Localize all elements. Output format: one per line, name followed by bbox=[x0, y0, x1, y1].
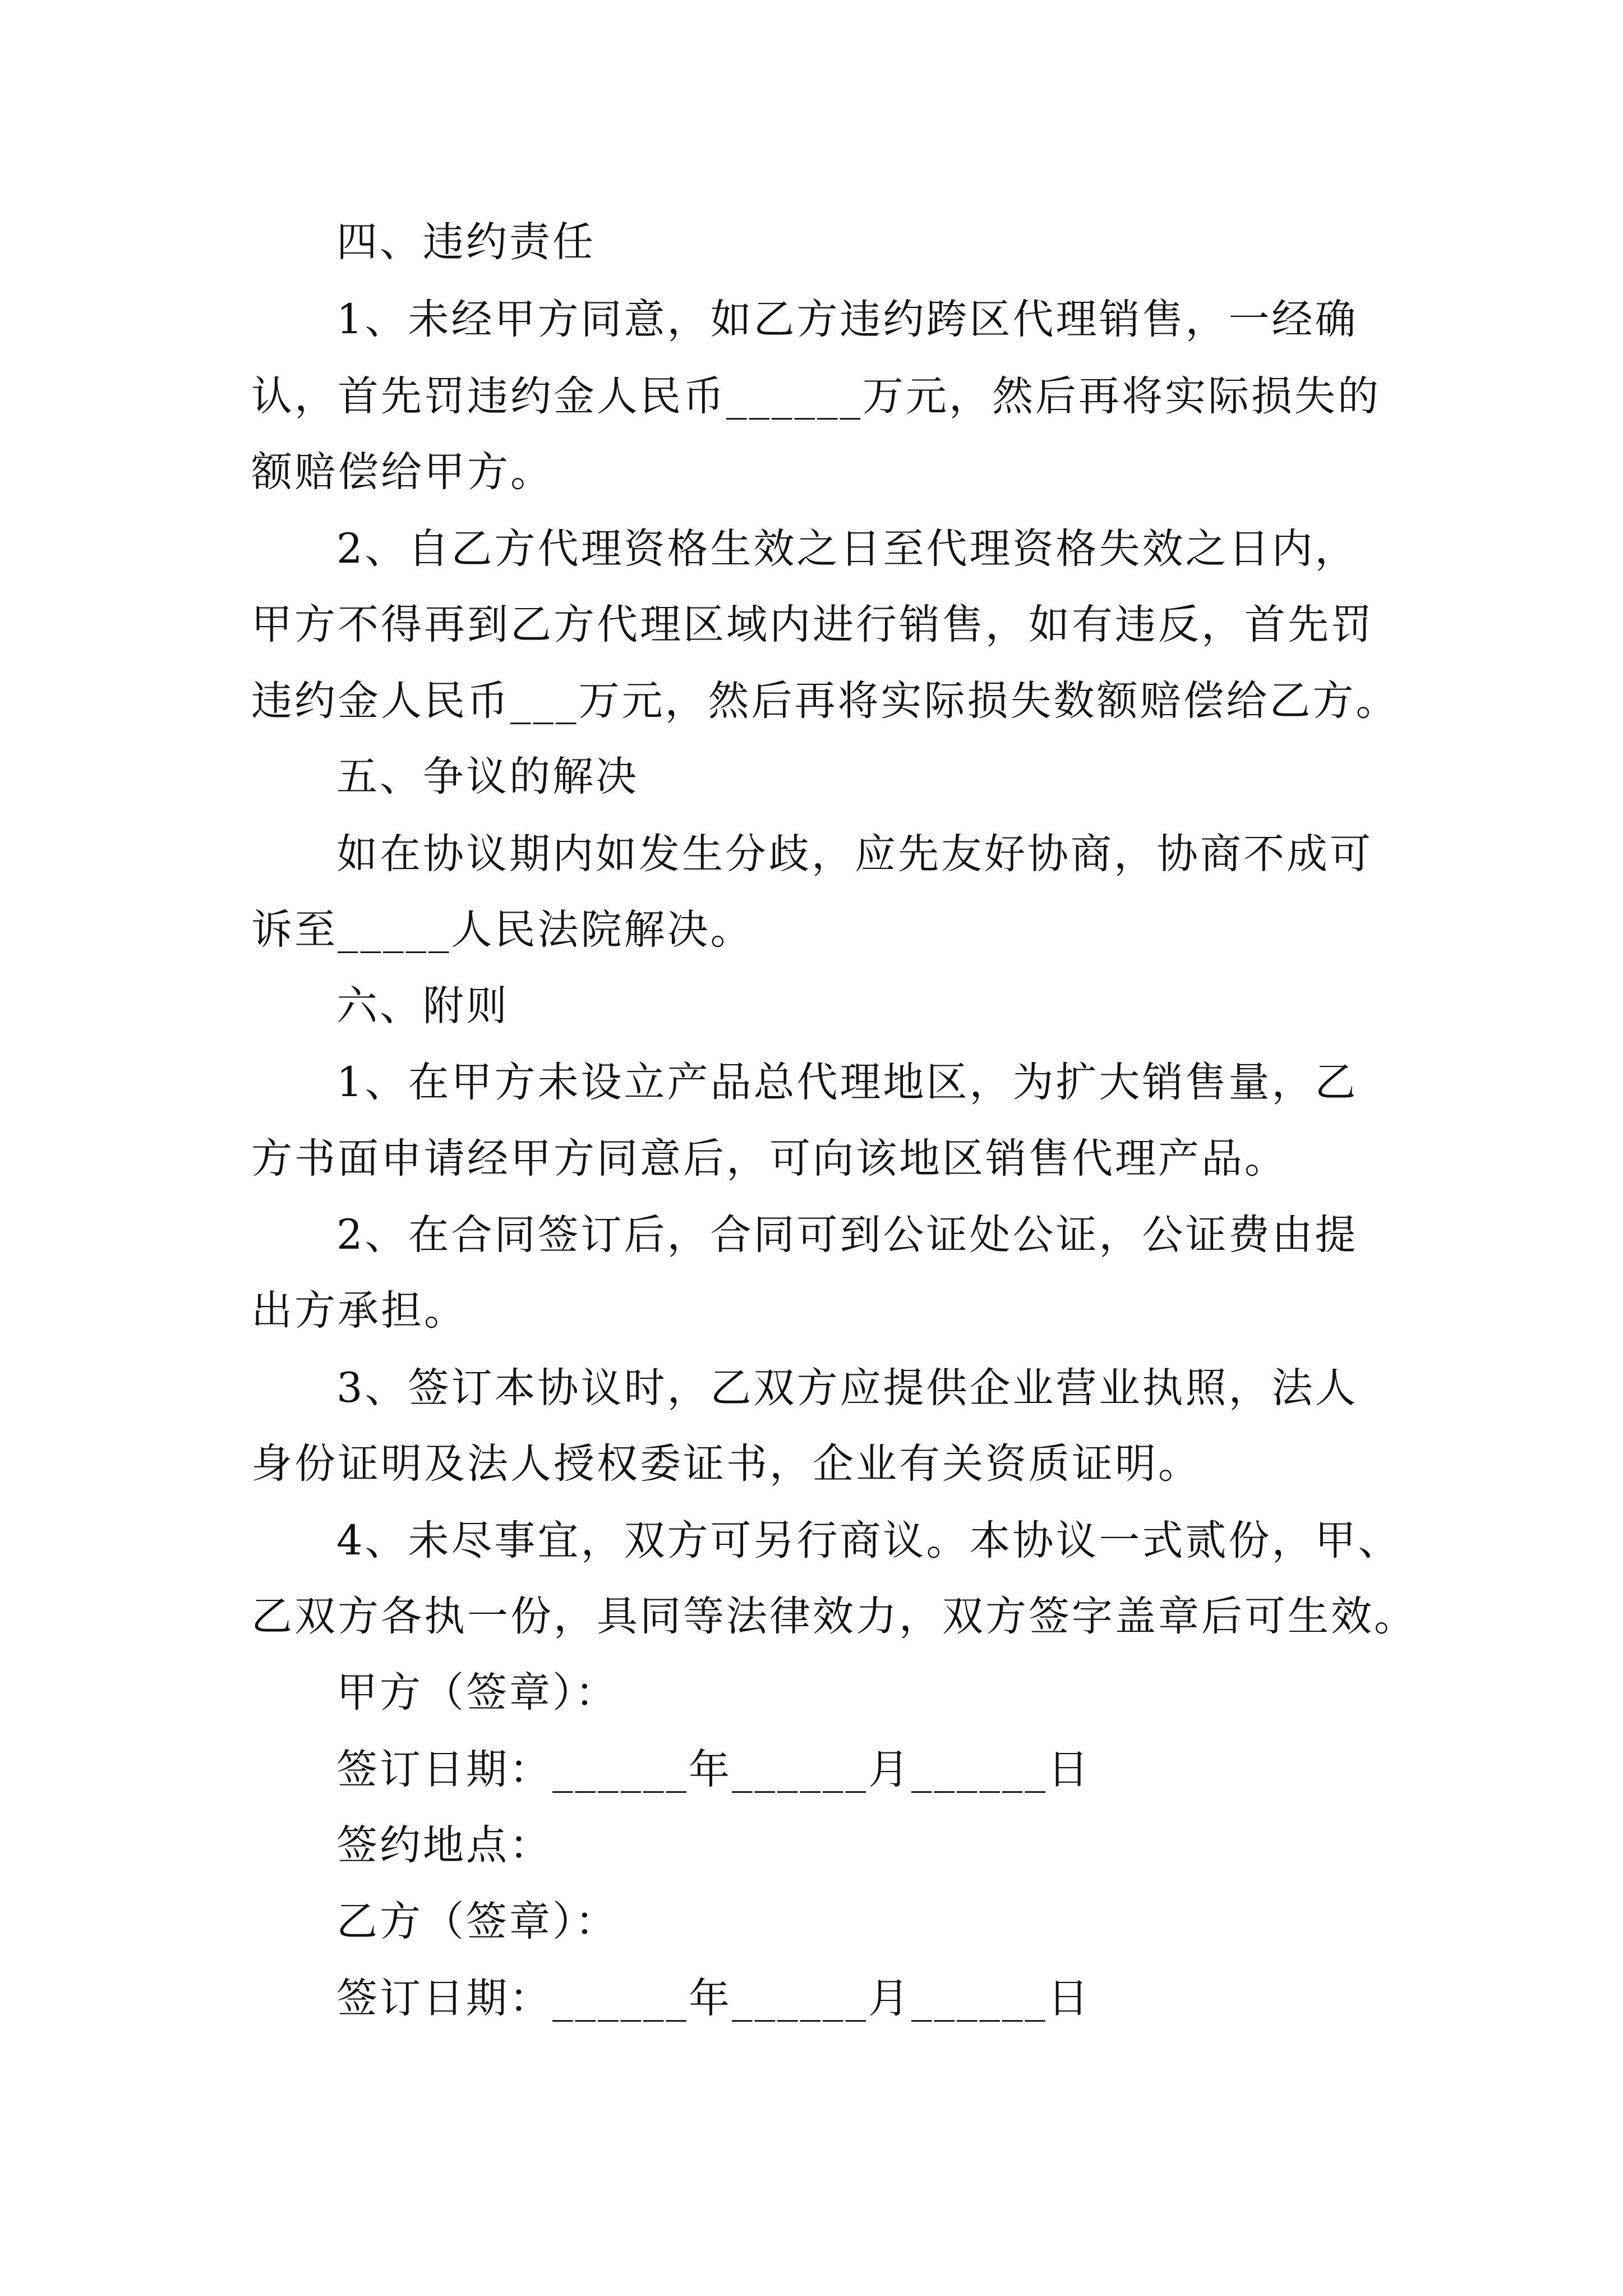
section-heading-supplementary-provisions: 六、附则 bbox=[336, 982, 509, 1030]
paragraph-line: 4、未尽事宜，双方可另行商议。本协议一式贰份，甲、 bbox=[336, 1517, 1401, 1565]
party-b-sign-date: 签订日期：______年______月______日 bbox=[336, 1975, 1091, 2022]
paragraph-line: 1、在甲方未设立产品总代理地区，为扩大销售量，乙 bbox=[336, 1059, 1358, 1106]
paragraph-line: 方书面申请经甲方同意后，可向该地区销售代理产品。 bbox=[251, 1135, 1288, 1182]
paragraph-line: 身份证明及法人授权委证书，企业有关资质证明。 bbox=[251, 1440, 1201, 1488]
paragraph-line: 认，首先罚违约金人民币______万元，然后再将实际损失的 bbox=[251, 372, 1381, 420]
party-a-sign-date: 签订日期：______年______月______日 bbox=[336, 1746, 1091, 1793]
paragraph-line: 违约金人民币___万元，然后再将实际损失数额赔偿给乙方。 bbox=[251, 677, 1399, 725]
section-heading-breach-liability: 四、违约责任 bbox=[336, 218, 596, 266]
paragraph-line: 2、自乙方代理资格生效之日至代理资格失效之日内， bbox=[336, 525, 1358, 573]
paragraph-line: 额赔偿给甲方。 bbox=[251, 448, 554, 496]
paragraph-line: 1、未经甲方同意，如乙方违约跨区代理销售，一经确 bbox=[336, 296, 1358, 343]
paragraph-line: 诉至_____人民法院解决。 bbox=[251, 906, 754, 954]
paragraph-line: 出方承担。 bbox=[251, 1287, 467, 1335]
paragraph-line: 乙双方各执一份，具同等法律效力，双方签字盖章后可生效。 bbox=[251, 1593, 1417, 1640]
party-a-signature-label: 甲方（签章）： bbox=[336, 1669, 619, 1717]
paragraph-line: 甲方不得再到乙方代理区域内进行销售，如有违反，首先罚 bbox=[251, 601, 1374, 648]
section-heading-dispute-resolution: 五、争议的解决 bbox=[336, 753, 639, 800]
paragraph-line: 2、在合同签订后，合同可到公证处公证，公证费由提 bbox=[336, 1211, 1358, 1259]
paragraph-line: 如在协议期内如发生分歧，应先友好协商，协商不成可 bbox=[336, 830, 1373, 878]
sign-location-label: 签约地点： bbox=[336, 1821, 552, 1869]
paragraph-line: 3、签订本协议时，乙双方应提供企业营业执照，法人 bbox=[336, 1364, 1358, 1412]
party-b-signature-label: 乙方（签章）： bbox=[336, 1898, 619, 1945]
